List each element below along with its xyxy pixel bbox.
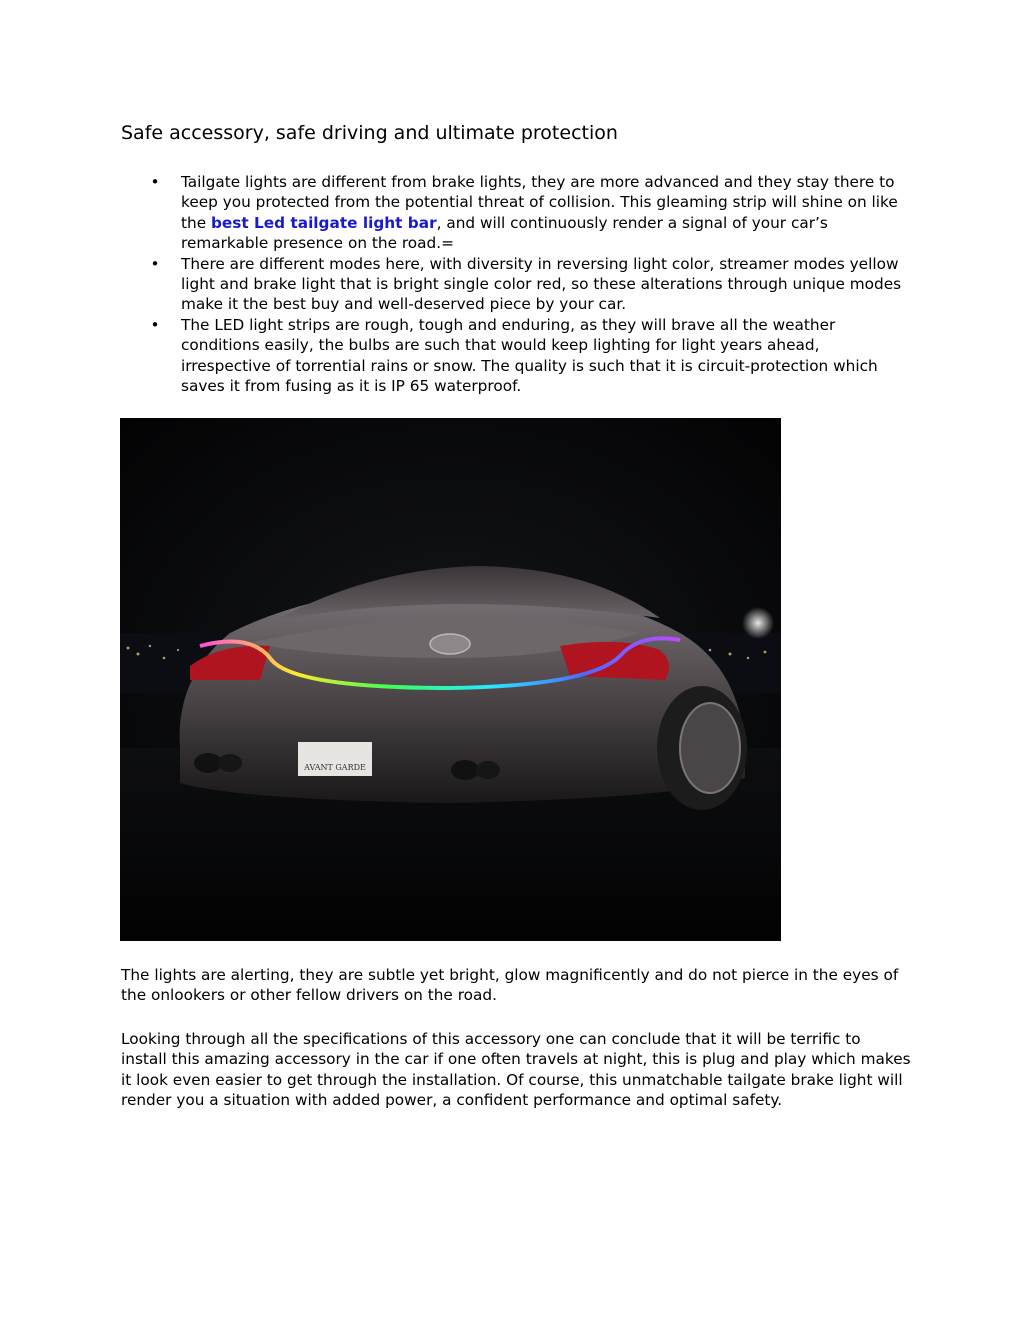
bullet-text: The LED light strips are rough, tough and enduring, as they will brave all the weather conditions easily, the bulbs are such that would keep lighting for light years ahead, irrespective of torrential rains or snow. The quality is such that it is circuit-protection which saves it from fusing as it is IP 65 waterproof. (181, 315, 878, 396)
bullet-item (121, 315, 921, 397)
feature-bullet-list (121, 172, 921, 396)
bullet-text (181, 172, 911, 254)
bullet-dot-icon: • (150, 254, 160, 273)
paragraph-lights-alerting: The lights are alerting, they are subtle yet bright, glow magnificently and do not pierce in the eyes of the onlookers or other fellow drivers on the road. (121, 966, 899, 1005)
tailgate-light-bar-link[interactable]: best Led tailgate light bar (210, 213, 437, 232)
bullet-text-after: , and will continuously render a signal of your car’s remarkable presence on the road.= (181, 213, 828, 253)
bullet-text-before: Tailgate lights are different from brake lights, they are more advanced and they stay there to keep you protected from the potential threat of collision. This gleaming strip will shine on like the (181, 173, 898, 232)
car-illustration (120, 418, 781, 941)
bullet-text: There are different modes here, with diversity in reversing light color, streamer modes yellow light and brake light that is bright single color red, so these alterations through unique modes make it the best buy and well-deserved piece by your car. (181, 254, 902, 314)
bullet-item (121, 172, 921, 254)
bullet-item (121, 254, 921, 315)
bullet-dot-icon: • (150, 315, 160, 334)
paragraph-specifications: Looking through all the specifications of this accessory one can conclude that it will be terrific to install this amazing accessory in the car if one often travels at night, this is plug and play which makes it look even easier to get through the installation. Of course, this unmatchable tailgate brake light will render you a situation with added power, a confident performance and optimal safety. (121, 1030, 911, 1110)
page-heading: Safe accessory, safe driving and ultimate protection (121, 122, 618, 144)
car-tailgate-photo (120, 418, 781, 941)
license-plate-text: AVANT GARDE (304, 763, 366, 772)
bullet-dot-icon: • (150, 173, 160, 191)
